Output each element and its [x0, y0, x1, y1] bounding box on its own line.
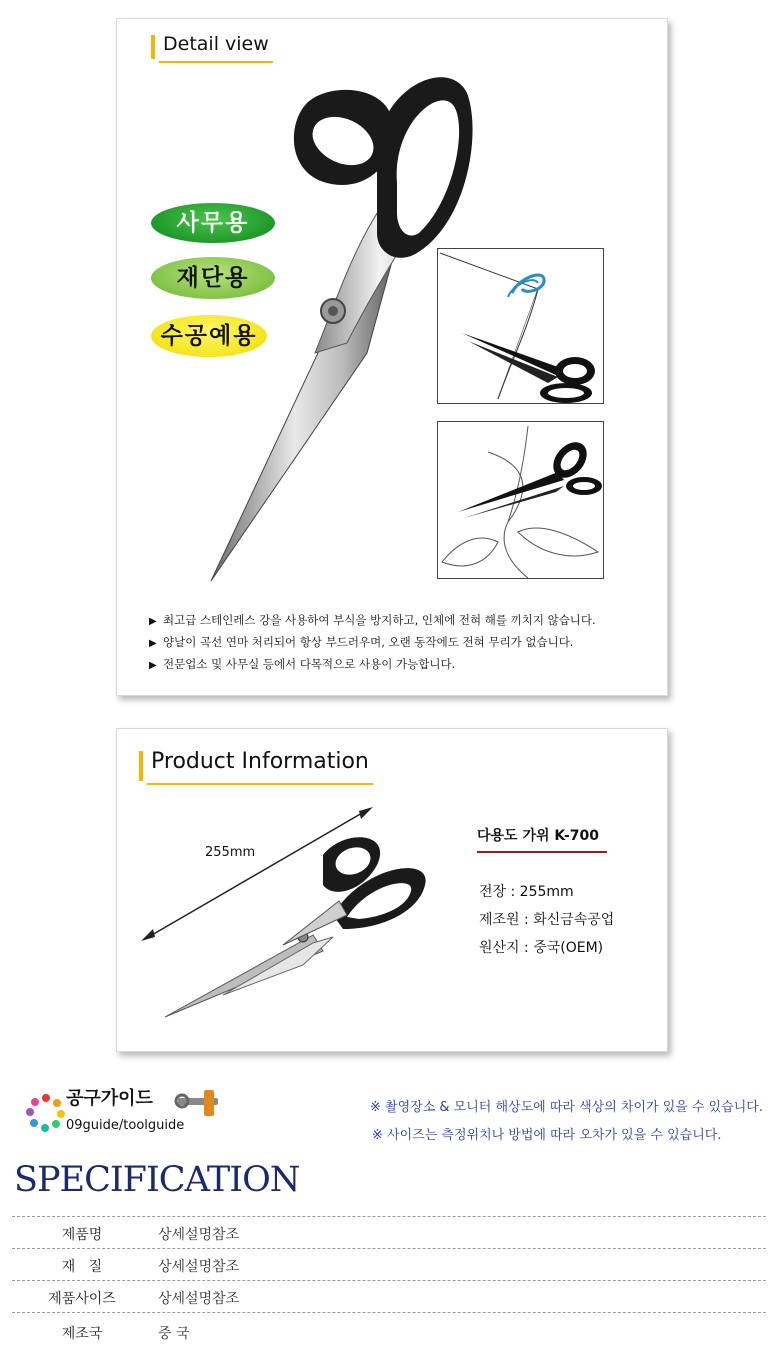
spec-row-country [12, 1312, 766, 1352]
triangle-bullet-icon: ▶ [149, 638, 157, 649]
title-underline [147, 783, 373, 785]
tag-cutting-use: 재단용 [151, 257, 275, 299]
product-name: 다용도 가위 K-700 [477, 825, 607, 853]
detail-view-title: Detail view [151, 33, 269, 55]
inset-cutting-paper-image [437, 248, 604, 404]
detail-view-card [116, 18, 668, 696]
spec-key: 재 질 [61, 1259, 103, 1275]
spec-row-product-name [12, 1216, 766, 1248]
spec-key: 제조국 [61, 1326, 103, 1342]
product-length: 전장 : 255mm [479, 884, 574, 900]
title-accent-bar [151, 35, 155, 59]
scissors-product-image [163, 825, 433, 1021]
triangle-bullet-icon: ▶ [149, 616, 157, 627]
paper-clip-scissors-illustration [438, 249, 603, 403]
product-origin: 원산지 : 중국(OEM) [479, 940, 604, 956]
spec-row-size [12, 1280, 766, 1312]
product-information-title: Product Information [139, 749, 369, 774]
triangle-bullet-icon: ▶ [149, 660, 157, 671]
wrench-hammer-icon [174, 1084, 224, 1120]
logo-text: 공구가이드 [66, 1088, 153, 1109]
spec-value: 중 국 [158, 1326, 190, 1342]
specification-heading: SPECIFICATION [14, 1160, 300, 1200]
feature-list [149, 609, 596, 675]
size-notice: ※ 사이즈는 측정위치나 방법에 따라 오차가 있을 수 있습니다. [372, 1128, 722, 1143]
tag-office-use: 사무용 [151, 203, 275, 243]
feature-item: ▶ 양날이 곡선 연마 처리되어 항상 부드러우며, 오랜 동작에도 전혀 무리가 없습니다. [149, 631, 596, 653]
specification-table [12, 1216, 766, 1352]
spec-value: 상세설명참조 [158, 1227, 240, 1243]
logo-subtext: 09guide/toolguide [66, 1118, 185, 1133]
tag-craft-use: 수공예용 [151, 315, 267, 357]
toolguide-logo [22, 1082, 232, 1142]
spec-value: 상세설명참조 [158, 1259, 240, 1275]
title-accent-bar [139, 751, 143, 781]
spec-key: 제품사이즈 [48, 1291, 116, 1307]
inset-cutting-plant-image [437, 421, 604, 579]
product-maker: 제조원 : 화신금속공업 [479, 912, 615, 928]
spec-value: 상세설명참조 [158, 1291, 240, 1307]
feature-item: ▶ 전문업소 및 사무실 등에서 다목적으로 사용이 가능합니다. [149, 653, 596, 675]
dimension-label: 255mm [205, 845, 256, 860]
spec-key: 제품명 [61, 1227, 103, 1243]
plant-scissors-illustration [438, 422, 603, 578]
spec-row-material [12, 1248, 766, 1280]
color-notice: ※ 촬영장소 & 모니터 해상도에 따라 색상의 차이가 있을 수 있습니다. [370, 1100, 763, 1115]
colored-dots-logo-icon [26, 1092, 66, 1132]
feature-item: ▶ 최고급 스테인레스 강을 사용하여 부식을 방지하고, 인체에 전혀 해를 끼치지 않습니다. [149, 609, 596, 631]
product-information-card [116, 728, 668, 1052]
